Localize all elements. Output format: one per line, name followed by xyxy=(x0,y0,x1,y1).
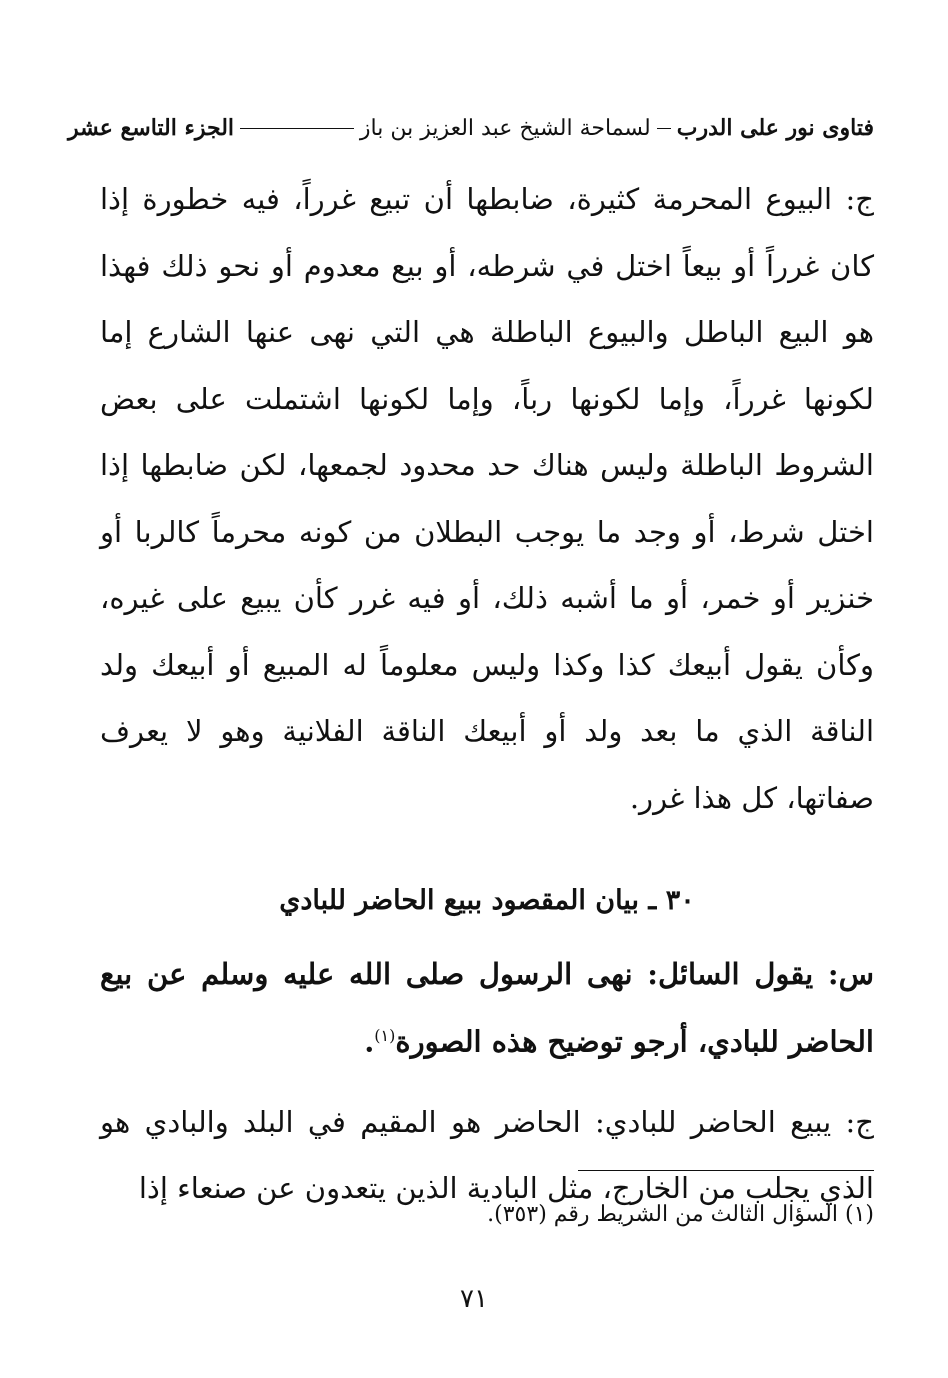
question-end: . xyxy=(364,1024,375,1059)
footnote-divider xyxy=(578,1170,874,1171)
header-volume: الجزء التاسع عشر xyxy=(68,115,235,141)
header-separator xyxy=(657,128,671,129)
running-header xyxy=(68,108,874,148)
question-text: س: يقول السائل: نهى الرسول صلى الله عليه وسلم عن بيع الحاضر للبادي، أرجو توضيح هذه الصورة xyxy=(100,957,874,1059)
section-title: ٣٠ ـ بيان المقصود ببيع الحاضر للبادي xyxy=(279,885,695,916)
question-paragraph xyxy=(100,943,874,1073)
footnote-reference: (١) xyxy=(374,1026,396,1045)
header-rule xyxy=(240,128,354,129)
page-body xyxy=(100,166,874,1221)
previous-answer-paragraph: ج: البيوع المحرمة كثيرة، ضابطها أن تبيع غرراً، فيه خطورة إذا كان غرراً أو بيعاً اختل في شرطه، أو بيع معدوم أو نحو ذلك فهذا هو البيع الباطل والبيوع الباطلة هي التي نهى عنها الشارع إما لكونها غرراً، وإما لكونها رباً، وإما لكونها اشتملت على بعض الشروط الباطلة وليس هناك حد محدود لجمعها، لكن ضابطها إذا اختل شرط، أو وجد ما يوجب البطلان من كونه محرماً كالربا أو خنزير أو خمر، أو ما أشبه ذلك، أو فيه غرر كأن يبيع على غيره، وكأن يقول أبيعك كذا وكذا وليس معلوماً له المبيع أو أبيعك ولد الناقة الذي ما بعد ولد أو أبيعك الناقة الفلانية وهو لا يعرف صفاتها، كل هذا غرر. xyxy=(100,182,874,815)
header-book-title: فتاوى نور على الدرب xyxy=(676,115,874,141)
footnote: (١) السؤال الثالث من الشريط رقم (٣٥٣). xyxy=(487,1202,874,1227)
answer-paragraph: ج: يبيع الحاضر للبادي: الحاضر هو المقيم في البلد والبادي هو الذي يجلب من الخارج، مثل البادية الذين يتعدون عن صنعاء إذا xyxy=(100,1104,874,1205)
page-number: ٧١ xyxy=(460,1284,488,1314)
header-author: لسماحة الشيخ عبد العزيز بن باز xyxy=(359,115,651,141)
